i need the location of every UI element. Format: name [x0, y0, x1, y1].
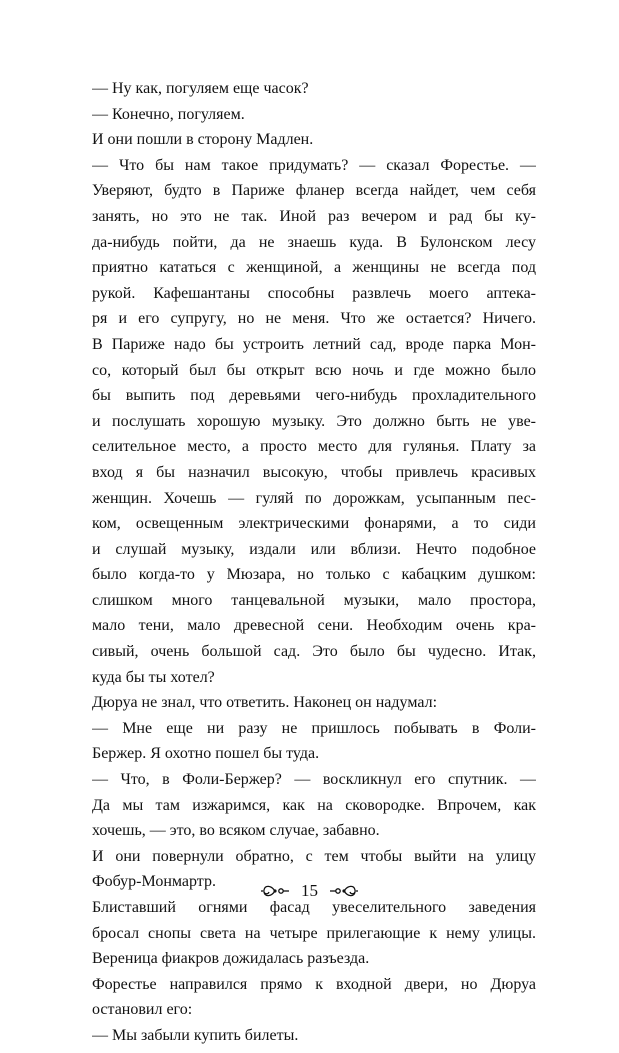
text-line: селительное место, а просто место для гулянья. Плату за: [92, 438, 536, 456]
text-line: — Ну как, погуляем еще часок?: [92, 80, 309, 97]
ornament-right-icon: [328, 882, 360, 900]
text-line: и слушай музыку, издали или вблизи. Нечто подобное: [92, 540, 536, 558]
text-line: И они повернули обратно, с тем чтобы выйти на улицу: [92, 847, 536, 865]
text-line: рукой. Кафешантаны способны развлечь моего аптека-: [92, 284, 536, 302]
text-line: бросал снопы света на четыре прилегающие к нему улицы.: [92, 924, 536, 942]
page-number: 15: [301, 881, 318, 900]
text-line: вход я бы назначил высокую, чтобы привлечь красивых: [92, 463, 536, 481]
text-line: — Мне еще ни разу не пришлось побывать в Фоли-: [92, 719, 536, 737]
page-footer: [0, 876, 619, 906]
text-line: Блиставший огнями фасад увеселительного заведения: [92, 899, 536, 916]
text-line: приятно кататься с женщиной, а женщины не всегда под: [92, 259, 536, 277]
text-line: женщин. Хочешь — гуляй по дорожкам, усыпанным пес-: [92, 489, 536, 507]
text-line: Да мы там изжаримся, как на сковородке. Впрочем, как: [92, 796, 536, 814]
text-line: было когда-то у Мюзара, но только с кабацким душком:: [92, 566, 536, 584]
text-line: ря и его супругу, но не меня. Что же остается? Ничего.: [92, 310, 536, 328]
text-line: да-нибудь пойти, да не знаешь куда. В Булонском лесу: [92, 233, 536, 251]
text-line: бы выпить под деревьями чего-нибудь прохладительного: [92, 387, 536, 405]
text-line: — Мы забыли купить билеты.: [92, 1026, 299, 1044]
text-line: — Что бы нам такое придумать? — сказал Форестье. —: [92, 156, 536, 174]
text-line: со, который был бы открыт всю ночь и где можно было: [92, 361, 536, 379]
text-line: Дюруа не знал, что ответить. Наконец он надумал:: [92, 694, 438, 712]
text-line: куда бы ты хотел?: [92, 668, 215, 686]
text-line: занять, но это не так. Иной раз вечером и рад бы ку-: [92, 207, 536, 225]
text-line: Уверяют, будто в Париже фланер всегда найдет, чем себя: [92, 182, 536, 200]
text-line: — Что, в Фоли-Бержер? — воскликнул его спутник. —: [92, 771, 536, 789]
text-line: В Париже надо бы устроить летний сад, вроде парка Мон-: [92, 335, 536, 353]
ornament-left-icon: [259, 882, 291, 900]
book-page-text: [92, 80, 536, 1053]
text-line: Вереница фиакров дожидалась разъезда.: [92, 950, 370, 968]
text-line: слишком много танцевальной музыки, мало простора,: [92, 591, 536, 609]
text-line: Форестье направился прямо к входной двери, но Дюруа: [92, 975, 536, 993]
text-line: — Конечно, погуляем.: [92, 105, 245, 123]
text-line: мало тени, мало древесной сени. Необходим очень кра-: [92, 617, 536, 635]
text-line: И они пошли в сторону Мадлен.: [92, 131, 314, 149]
text-line: сивый, очень большой сад. Это было бы чудесно. Итак,: [92, 643, 536, 661]
text-line: хочешь, — это, во всяком случае, забавно.: [92, 822, 380, 840]
text-line: и послушать хорошую музыку. Это должно быть не уве-: [92, 412, 536, 430]
text-line: ком, освещенным электрическими фонарями, а то сиди: [92, 515, 536, 533]
text-line: остановил его:: [92, 1001, 193, 1019]
text-line: Фобур-Монмартр.: [92, 873, 216, 891]
text-line: Бержер. Я охотно пошел бы туда.: [92, 745, 320, 763]
